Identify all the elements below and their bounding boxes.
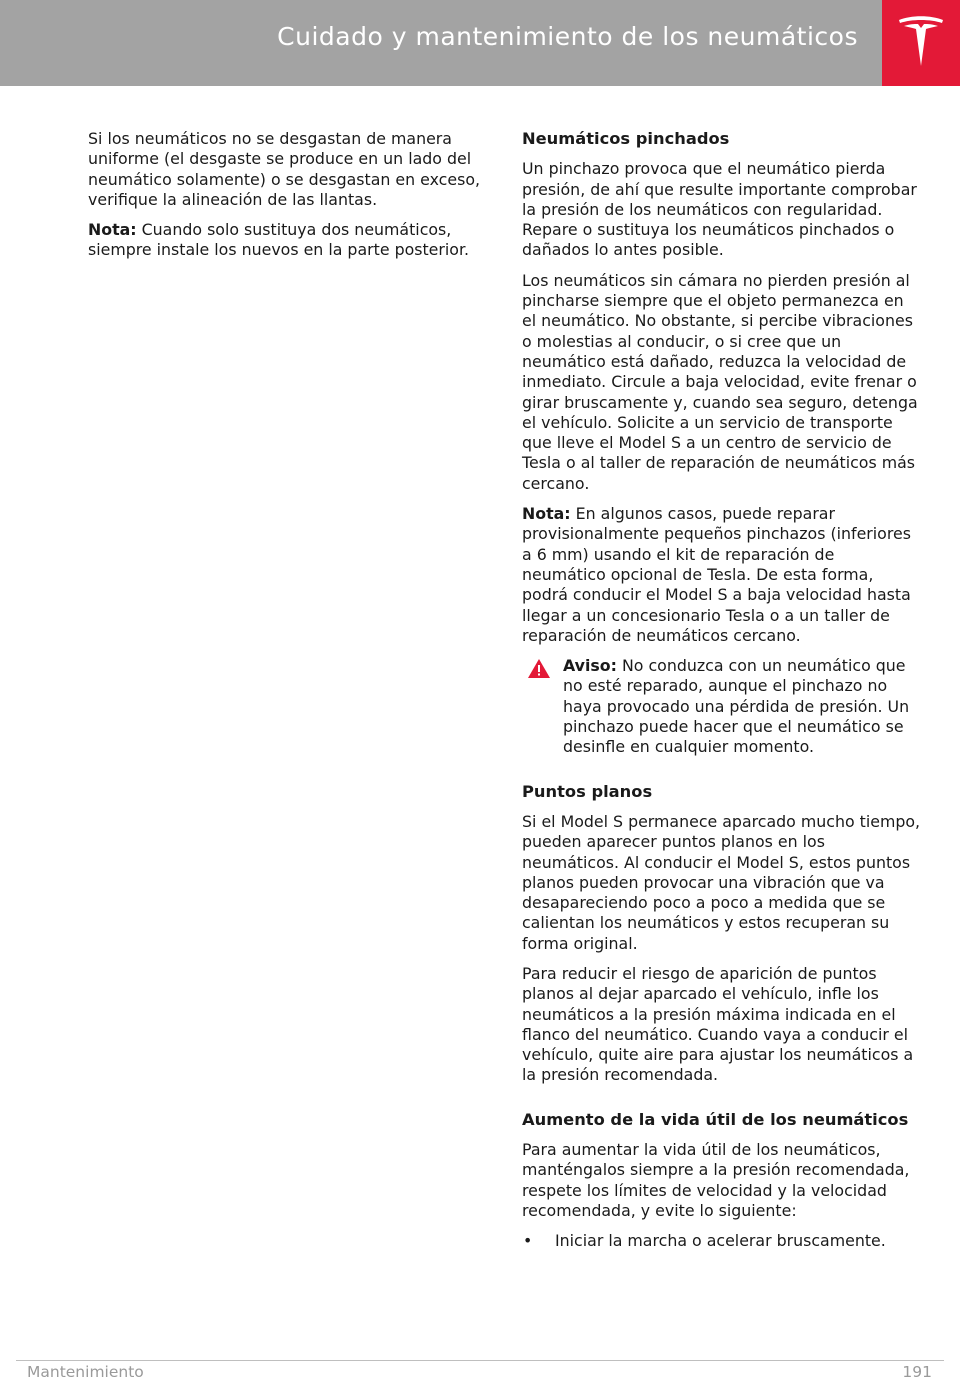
warning-text: No conduzca con un neumático que no esté reparado, aunque el pinchazo no haya provocado una pérdida de presión. Un pinchazo puede hacer que el neumático se desinfle en cualquier momento. — [563, 656, 910, 757]
warning-box — [522, 656, 922, 757]
bullet-icon: • — [523, 1231, 533, 1251]
warning-triangle-icon — [527, 658, 551, 679]
flat-tires-note — [522, 504, 922, 646]
flat-tires-paragraph-2: Los neumáticos sin cámara no pierden presión al pincharse siempre que el objeto permanezca en el neumático. No obstante, si percibe vibraciones o molestias al conducir, o si cree que un neumático está dañado, reduzca la velocidad de inmediato. Circule a baja velocidad, evite frenar o girar bruscamente y, cuando sea seguro, detenga el vehículo. Solicite a un servicio de transporte que lleve el Model S a un centro de servicio de Tesla o al taller de reparación de neumáticos más cercano. — [522, 270, 918, 493]
list-item-text: Iniciar la marcha o acelerar bruscamente. — [555, 1231, 886, 1251]
tesla-logo-icon — [898, 14, 944, 70]
tire-life-paragraph: Para aumentar la vida útil de los neumáticos, manténgalos siempre a la presión recomendada, respete los límites de velocidad y la velocidad recomendada, y evite lo siguiente: — [522, 1140, 910, 1220]
note-text: Cuando solo sustituya dos neumáticos, siempre instale los nuevos en la parte posterior. — [88, 220, 470, 260]
flat-spots-paragraph-2: Para reducir el riesgo de aparición de puntos planos al dejar aparcado el vehículo, infle los neumáticos a la presión máxima indicada en el flanco del neumático. Cuando vaya a conducir el vehículo, quite aire para ajustar los neumáticos a la presión recomendada. — [522, 963, 914, 1085]
section-heading-flat-tires: Neumáticos pinchados — [522, 129, 730, 148]
note-label: Nota: — [88, 220, 137, 240]
left-column — [88, 129, 488, 271]
note-label: Nota: — [522, 504, 571, 524]
warning-label: Aviso: — [563, 656, 617, 676]
section-heading-flat-spots: Puntos planos — [522, 781, 653, 801]
footer-divider — [16, 1360, 944, 1361]
section-heading-tire-life: Aumento de la vida útil de los neumáticos — [522, 1109, 909, 1129]
flat-spots-paragraph-1: Si el Model S permanece aparcado mucho tiempo, pueden aparecer puntos planos en los neumáticos. Al conducir el Model S, estos puntos planos pueden provocar una vibración que va desapareciendo poco a poco a medida que se calientan los neumáticos y estos recuperan su forma original. — [522, 811, 921, 953]
footer-section-name: Mantenimiento — [27, 1363, 144, 1381]
brand-logo — [882, 0, 960, 86]
flat-tires-paragraph-1: Un pinchazo provoca que el neumático pierda presión, de ahí que resulte importante comprobar la presión de los neumáticos con regularidad. Repare o sustituya los neumáticos pinchados o dañados lo antes posible. — [522, 159, 917, 260]
page-number: 191 — [902, 1363, 932, 1381]
note-text: En algunos casos, puede reparar provisionalmente pequeños pinchazos (inferiores a 6 mm) usando el kit de reparación de neumático opcional de Tesla. De esta forma, podrá conducir el Model S a baja velocidad hasta llegar a un concesionario Tesla o a un taller de reparación de neumáticos cercano. — [522, 504, 911, 645]
page-header — [0, 0, 960, 86]
page-title: Cuidado y mantenimiento de los neumáticos — [277, 22, 858, 51]
note-paragraph — [88, 220, 488, 261]
alignment-paragraph: Si los neumáticos no se desgastan de manera uniforme (el desgaste se produce en un lado del neumático solamente) o se desgastan en exceso, verifique la alineación de las llantas. — [88, 129, 481, 209]
list-item — [522, 1231, 922, 1251]
right-column — [522, 129, 922, 1262]
